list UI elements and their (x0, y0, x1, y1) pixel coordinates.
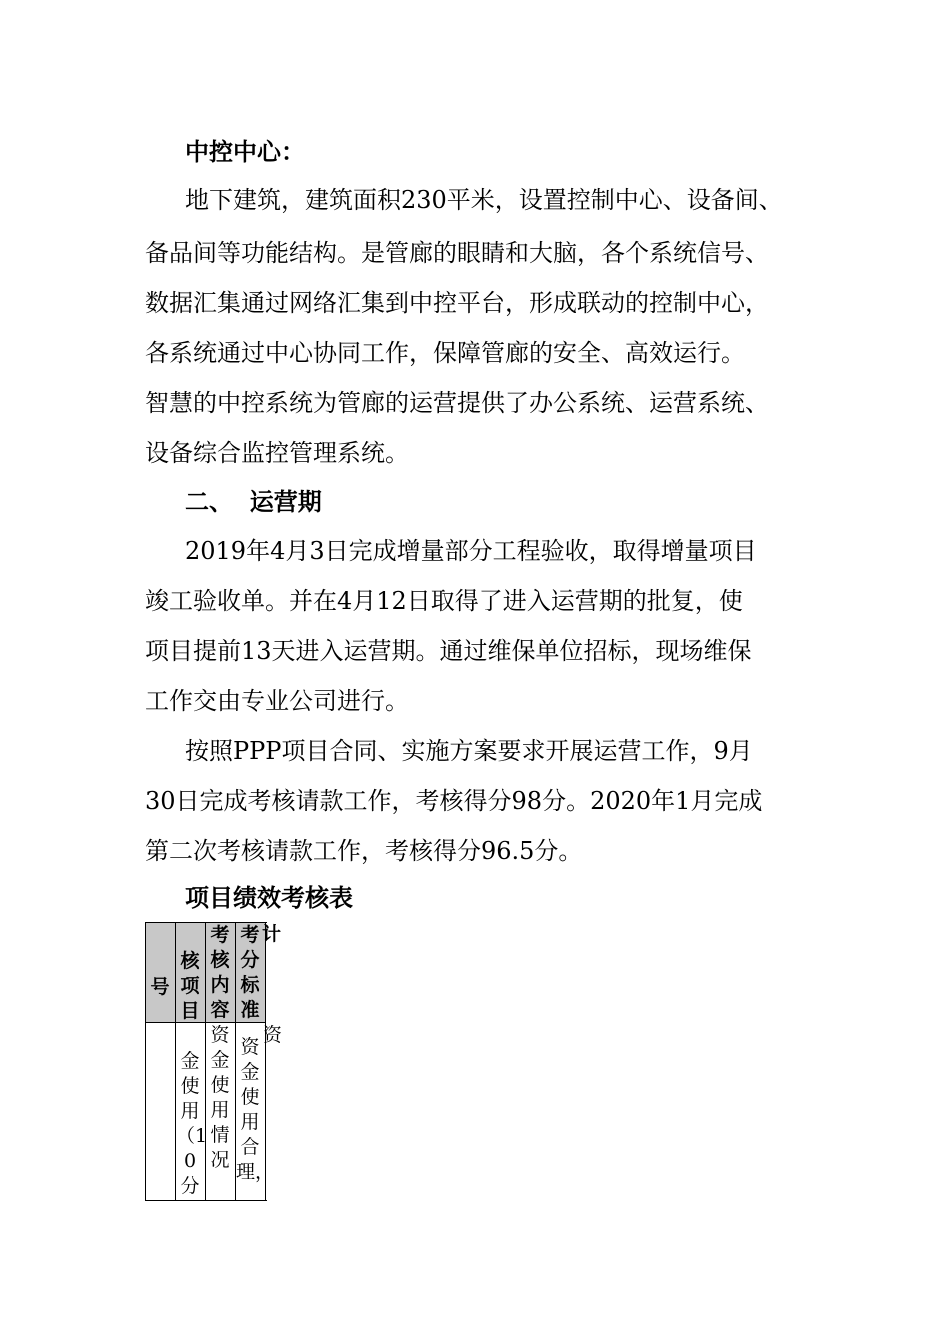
header-cell-item (176, 923, 206, 1022)
heading-center: 中控中心： (185, 138, 305, 166)
header-content-text: 考核内容 (210, 924, 230, 1021)
text-line: 智慧的中控系统为管廊的运营提供了办公系统、运营系统、 (145, 389, 769, 417)
text-line: 工作交由专业公司进行。 (145, 687, 409, 715)
cell-overflow-text: 资 (263, 1024, 283, 1046)
text-line: 各系统通过中心协同工作，保障管廊的安全、高效运行。 (145, 339, 745, 367)
text-line: 地下建筑，建筑面积230平米，设置控制中心、设备间、 (185, 186, 783, 214)
table-cell (206, 1023, 236, 1200)
heading-operations: 二、 运营期 (185, 488, 322, 516)
text-line: 2019年4月3日完成增量部分工程验收，取得增量项目 (185, 537, 757, 565)
text-line: 设备综合监控管理系统。 (145, 439, 409, 467)
table-title: 项目绩效考核表 (185, 884, 353, 912)
header-number-text: 号 (150, 976, 170, 998)
cell-text: 资金使用合理， (236, 1036, 275, 1183)
cell-text: 金使用（10分 (176, 1050, 208, 1197)
header-cell-number (146, 923, 176, 1022)
header-overflow-text: 计 (262, 923, 282, 945)
table-cell (146, 1023, 176, 1200)
text-line: 项目提前13天进入运营期。通过维保单位招标，现场维保 (145, 637, 752, 665)
text-line: 第二次考核请款工作，考核得分96.5分。 (145, 837, 583, 865)
performance-table (145, 922, 275, 1201)
header-item-text: 核项目 (180, 950, 200, 1022)
text-line: 数据汇集通过网络汇集到中控平台，形成联动的控制中心， (145, 289, 769, 317)
text-line: 竣工验收单。并在4月12日取得了进入运营期的批复，使 (145, 587, 743, 615)
cell-text: 资 金使用情况 (210, 1024, 230, 1171)
text-line: 按照PPP项目合同、实施方案要求开展运营工作，9月 (185, 737, 753, 765)
header-standard-text: 考分标准 (240, 924, 260, 1021)
table-cell (236, 1023, 275, 1200)
header-cell-content (206, 923, 236, 1022)
text-line: 备品间等功能结构。是管廊的眼睛和大脑，各个系统信号、 (145, 239, 769, 267)
text-line: 30日完成考核请款工作，考核得分98分。2020年1月完成 (145, 787, 763, 815)
table-cell (176, 1023, 206, 1200)
